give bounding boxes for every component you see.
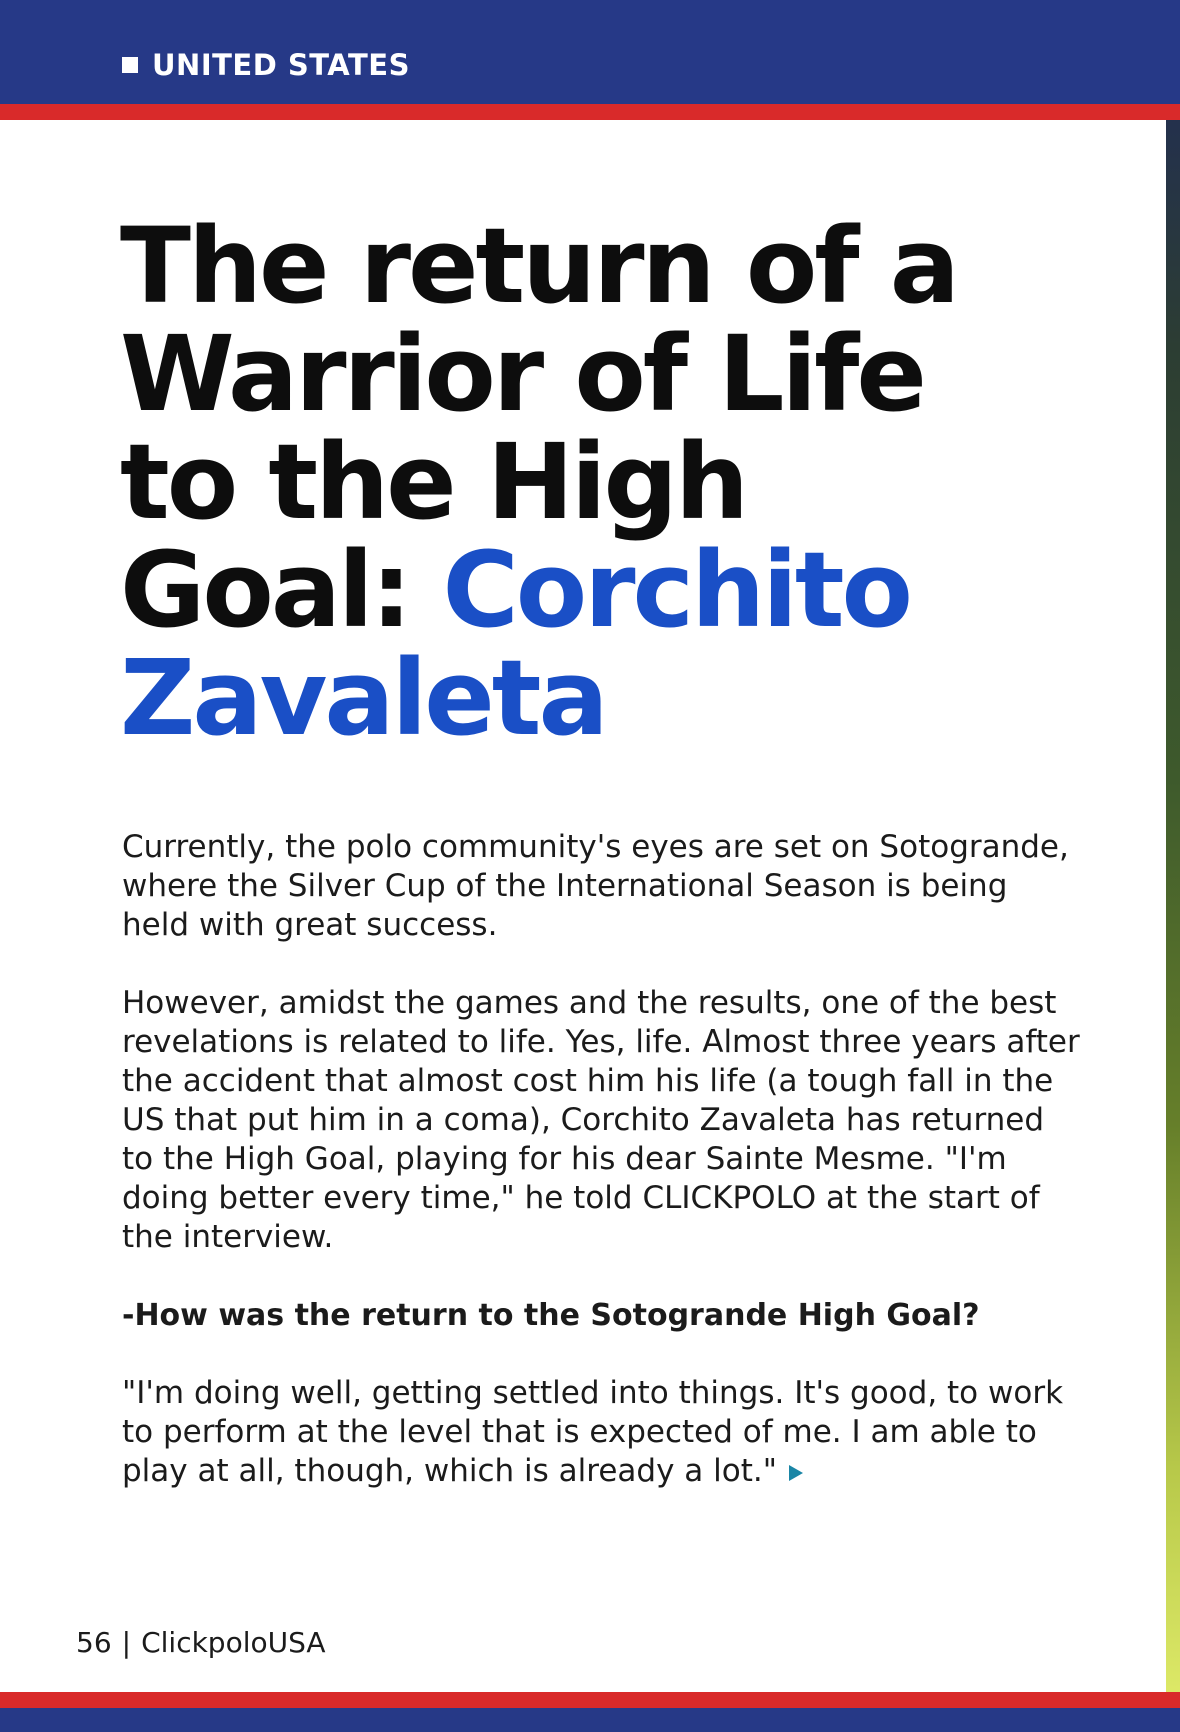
header-red-stripe <box>0 104 1180 120</box>
play-arrow-icon <box>789 1465 803 1481</box>
page-number: 56 <box>76 1626 112 1659</box>
adjacent-page-image-edge <box>1166 0 1180 1732</box>
folio-separator: | <box>121 1626 132 1659</box>
section-label: UNITED STATES <box>152 48 410 82</box>
footer-red-stripe <box>0 1692 1180 1708</box>
square-bullet-icon <box>122 57 138 73</box>
section-tag <box>122 48 410 82</box>
interview-answer <box>122 1374 1082 1491</box>
page-folio <box>76 1626 326 1659</box>
interview-answer-text: "I'm doing well, getting settled into things. It's good, to work to perform at the level that is expected of me. I am able to play at all, though, which is already a lot." <box>122 1375 1064 1489</box>
article-title <box>120 205 1020 759</box>
article-body <box>122 828 1082 1530</box>
interview-question: -How was the return to the Sotogrande High Goal? <box>122 1298 980 1333</box>
footer-band <box>0 1708 1180 1732</box>
body-paragraph: However, amidst the games and the results, one of the best revelations is related to life. Yes, life. Almost three years after the accident that almost cost him his life (a tough fall in the US that put him in a coma), Corchito Zavaleta has returned to the High Goal, playing for his dear Sainte Mesme. "I'm doing better every time," he told CLICKPOLO at the start of the interview. <box>122 985 1080 1255</box>
intro-paragraph: Currently, the polo community's eyes are set on Sotogrande, where the Silver Cup of the International Season is being held with great success. <box>122 829 1069 943</box>
article-title-main: The return of a Warrior of Life to the High Goal: <box>120 205 957 651</box>
publication-name: ClickpoloUSA <box>141 1626 326 1659</box>
article-title-highlight: Corchito Zavaleta <box>120 529 910 759</box>
